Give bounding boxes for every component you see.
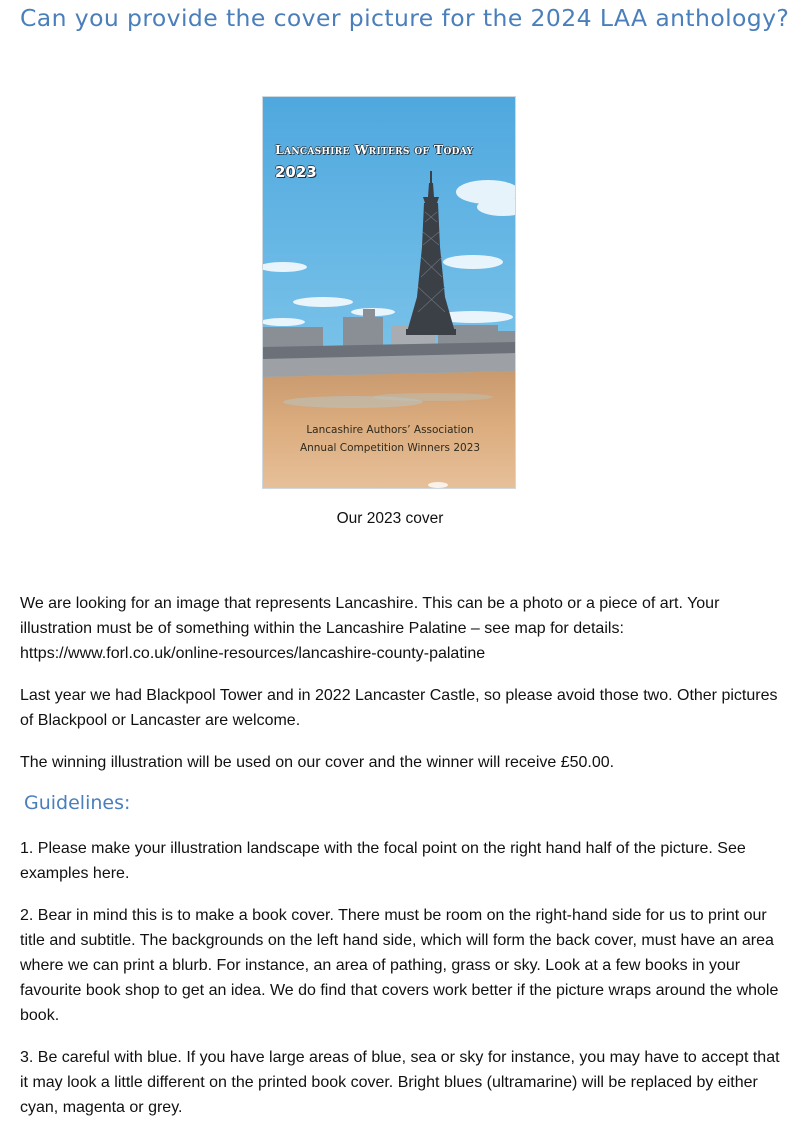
guideline-item-1: 1. Please make your illustration landscape with the focal point on the right hand half of the picture. See examples here.: [20, 840, 746, 882]
cover-title: Lancashire Writers of Today: [275, 142, 474, 157]
prize-paragraph: The winning illustration will be used on our cover and the winner will receive £50.00.: [20, 754, 615, 771]
page-heading: Can you provide the cover picture for the 2024 LAA anthology?: [20, 4, 790, 32]
guideline-item-3: 3. Be careful with blue. If you have large areas of blue, sea or sky for instance, you may have to accept that it may look a little different on the printed book cover. Bright blues (ultramarine) will be replaced by either cyan, magenta or grey.: [20, 1049, 780, 1116]
cover-year: 2023: [275, 163, 317, 181]
guidelines-heading: Guidelines:: [24, 792, 131, 814]
intro-paragraph: We are looking for an image that represents Lancashire. This can be a photo or a piece of art. Your illustration must be of something within the Lancashire Palatine – see map for details: https://www.forl.co.uk/online-resources/lancashire-county-palatine: [20, 595, 720, 662]
last-year-paragraph: Last year we had Blackpool Tower and in 2022 Lancaster Castle, so please avoid those two. Other pictures of Blackpool or Lancaster are welcome.: [20, 687, 778, 729]
cover-subtitle-line1: Lancashire Authors’ Association: [306, 424, 474, 436]
image-caption: Our 2023 cover: [336, 510, 444, 527]
book-cover-image: [262, 96, 516, 489]
cover-subtitle-line2: Annual Competition Winners 2023: [299, 442, 481, 454]
guideline-item-2: 2. Bear in mind this is to make a book cover. There must be room on the right-hand side for us to print our title and subtitle. The backgrounds on the left hand side, which will form the back cover, must have an area where we can print a blurb. For instance, an area of pathing, grass or sky. Look at a few books in your favourite book shop to get an idea. We do find that covers work better if the picture wraps around the whole book.: [20, 907, 779, 1024]
